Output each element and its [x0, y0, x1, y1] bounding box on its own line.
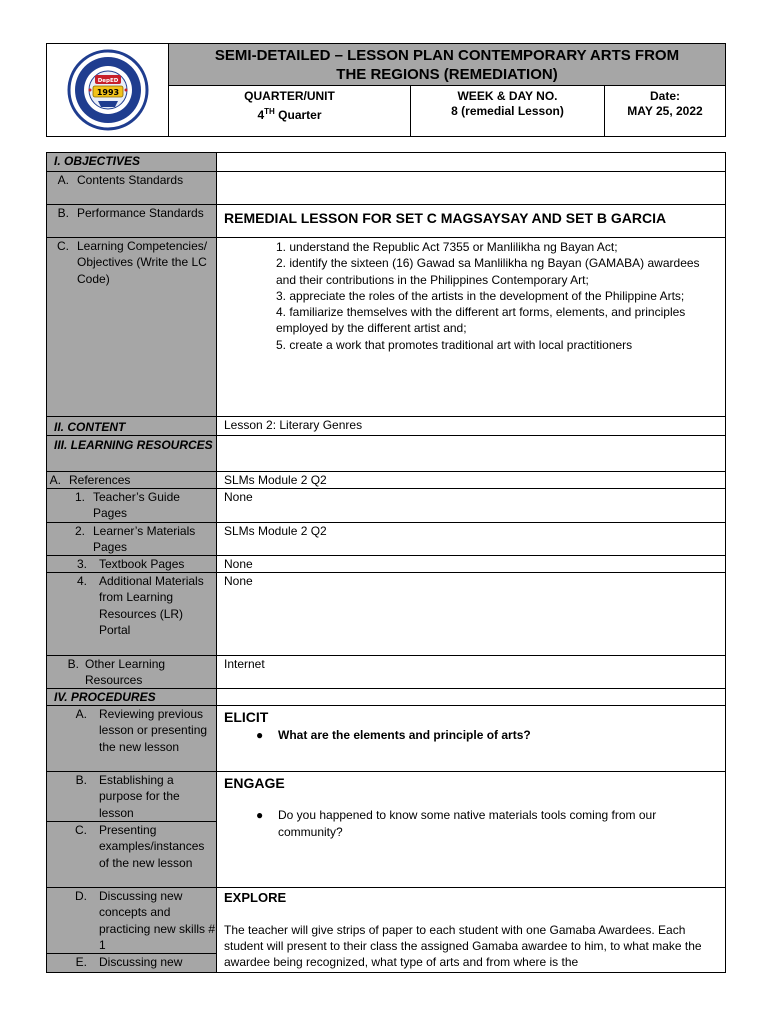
list-item: employed by the different artist and; [276, 321, 467, 336]
week-label: WEEK & DAY NO. [457, 89, 558, 103]
learners-materials-label: Learner’s Materials Pages [93, 524, 196, 555]
list-item: ● Do you happened to know some native materials tools coming from our community? [256, 808, 657, 839]
contents-standards-label: Contents Standards [77, 173, 184, 187]
procedures-heading: IV. PROCEDURES [46, 689, 217, 705]
school-seal-icon [60, 49, 156, 131]
list-item: and their contributions in the Philippines Contemporary Art; [276, 272, 589, 287]
discussing-new-label: Discussing new [99, 955, 183, 969]
establishing-purpose-label: Establishing a purpose for the lesson [99, 773, 180, 820]
table-row: B. Performance Standards REMEDIAL LESSON FOR SET C MAGSAYSAY AND SET B GARCIA [46, 205, 726, 238]
discussing-concepts-label: Discussing new concepts and practicing new skills # 1 [99, 889, 216, 952]
table-row: A. Reviewing previous lesson or presenting the new lesson ELICIT ● What are the elements and principle of arts? [46, 706, 726, 772]
date-cell [605, 86, 725, 136]
table-row: C. Learning Competencies/ Objectives (Write the LC Code) 1. understand the Republic Act 7355 or Manlilikha ng Bayan Act; 2. identify the sixteen (16) Gawad sa Manlilikha ng Bayan (GAMABA) awardees and their contributions in the Philippines Contemporary Art; 3. appreciate the roles of the artists in the development of the Philippine Arts; 4. familiarize themselves with the different art forms, elements, and principles employed by the different artist and; 5. create a work that promotes traditional art with local practitioners [46, 238, 726, 417]
learning-competencies-label: Learning Competencies/ Objectives (Write the LC Code) [77, 239, 208, 286]
logo-cell [47, 44, 169, 136]
contents-standards-value [217, 172, 726, 204]
content-value: Lesson 2: Literary Genres [217, 417, 726, 435]
textbook-pages-label: Textbook Pages [99, 557, 185, 571]
additional-materials-label: Additional Materials from Learning Resources (LR) Portal [99, 574, 204, 637]
header-table [46, 43, 726, 137]
explore-text: The teacher will give strips of paper to each student with one Gamaba Awardees. Each student will present to their class the assigned Gamaba awardee to him, to what make the awardee being recognized, what type of arts and from where is the [224, 923, 702, 970]
week-value: 8 (remedial Lesson) [451, 104, 564, 118]
table-row [46, 689, 726, 706]
week-cell [411, 86, 605, 136]
table-row [46, 436, 726, 472]
reviewing-lesson-label: Reviewing previous lesson or presenting the new lesson [99, 707, 208, 754]
elicit-title: ELICIT [224, 709, 269, 725]
table-row [46, 153, 726, 172]
table-row: B. Establishing a purpose for the lesson C. Presenting examples/instances of the new lesson ENGAGE ● Do you happened to know some native materials tools coming from our community? [46, 772, 726, 888]
table-row: 1. Teacher’s Guide Pages None [46, 489, 726, 523]
page-title: SEMI-DETAILED – LESSON PLAN CONTEMPORARY ARTS FROM THE REGIONS (REMEDIATION) [169, 44, 725, 86]
presenting-examples-label: Presenting examples/instances of the new lesson [99, 823, 205, 870]
date-label: Date: [649, 89, 680, 103]
date-value: MAY 25, 2022 [627, 104, 703, 118]
teachers-guide-label: Teacher’s Guide Pages [93, 490, 180, 521]
learners-materials-value: SLMs Module 2 Q2 [217, 523, 726, 555]
table-row: 4. Additional Materials from Learning Resources (LR) Portal None [46, 573, 726, 656]
engage-title: ENGAGE [224, 775, 285, 791]
other-resources-value: Internet [217, 656, 726, 688]
table-row: B. Other Learning Resources Internet [46, 656, 726, 689]
quarter-cell [169, 86, 411, 136]
content-heading: II. CONTENT [46, 417, 217, 435]
table-row: D. Discussing new concepts and practicing new skills # 1 E. Discussing new EXPLORE The teacher will give strips of paper to each student with one Gamaba Awardees. Each student will present to their class the assigned Gamaba awardee to him, to what make the awardee being recognized, what type of arts and from where is the [46, 888, 726, 973]
svg-text:DepED: DepED [97, 78, 118, 84]
performance-standards-label: Performance Standards [77, 206, 204, 220]
learning-competencies-list [217, 238, 726, 416]
textbook-pages-value: None [217, 556, 726, 572]
bullet-icon: ● [256, 808, 264, 823]
table-row: 2. Learner’s Materials Pages SLMs Module 2 Q2 [46, 523, 726, 556]
quarter-value: 4TH Quarter [257, 107, 322, 122]
list-item: ● What are the elements and principle of arts? [256, 728, 531, 743]
lesson-plan-table [46, 152, 726, 973]
performance-standards-value: REMEDIAL LESSON FOR SET C MAGSAYSAY AND SET B GARCIA [224, 210, 667, 226]
list-item: 4. familiarize themselves with the different art forms, elements, and principles [276, 305, 686, 320]
list-item: 5. create a work that promotes traditional art with local practitioners [276, 337, 633, 352]
resources-heading: III. LEARNING RESOURCES [46, 436, 217, 471]
list-item: 1. understand the Republic Act 7355 or Manlilikha ng Bayan Act; [276, 240, 618, 254]
list-item: 2. identify the sixteen (16) Gawad sa Manlilikha ng Bayan (GAMABA) awardees [276, 256, 700, 271]
svg-text:1993: 1993 [96, 88, 119, 97]
teachers-guide-value: None [217, 489, 726, 522]
references-value: SLMs Module 2 Q2 [217, 472, 726, 488]
list-item: 3. appreciate the roles of the artists in the development of the Philippine Arts; [276, 288, 685, 303]
additional-materials-value: None [217, 573, 726, 655]
quarter-label: QUARTER/UNIT [244, 89, 335, 103]
objectives-heading: I. OBJECTIVES [46, 153, 217, 171]
explore-title: EXPLORE [224, 890, 287, 905]
references-label: References [69, 473, 131, 487]
table-row: A. References SLMs Module 2 Q2 [46, 472, 726, 489]
table-row [46, 417, 726, 436]
table-row: 3. Textbook Pages None [46, 556, 726, 573]
table-row: A. Contents Standards [46, 172, 726, 205]
bullet-icon: ● [256, 728, 264, 743]
other-resources-label: Other Learning Resources [85, 657, 166, 688]
